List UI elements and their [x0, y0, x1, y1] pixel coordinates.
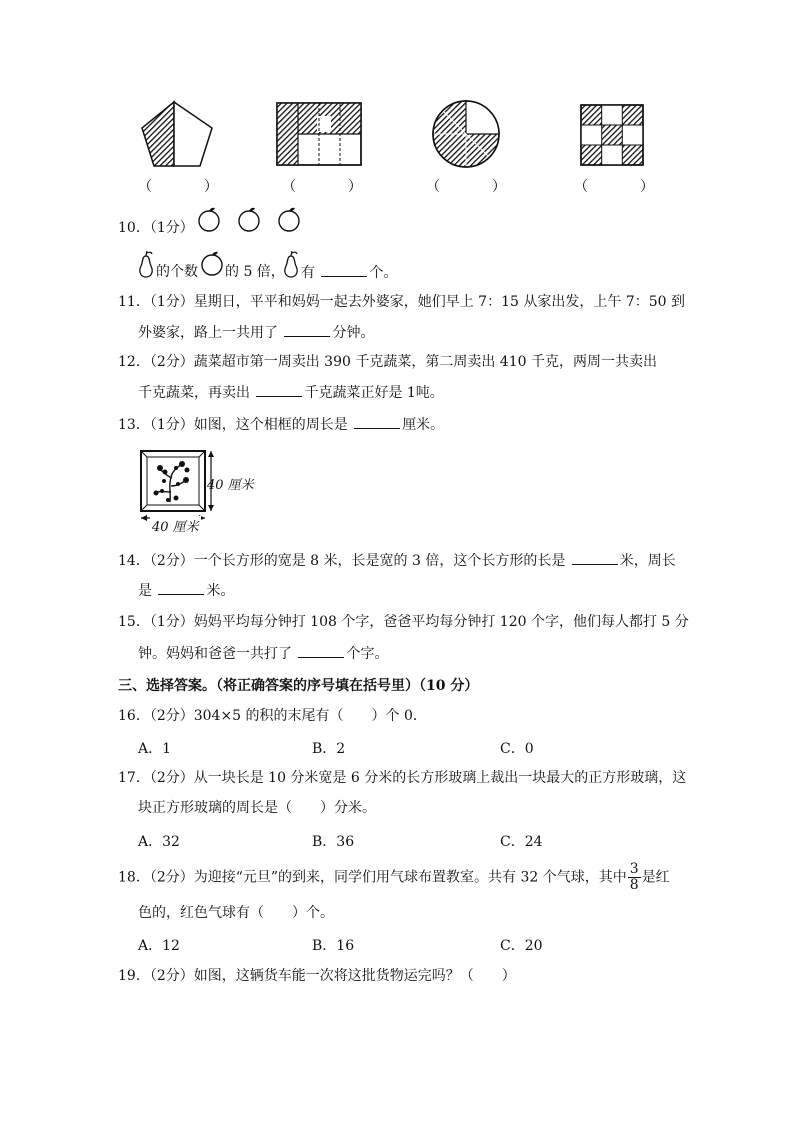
question-18-line-1: 18．（2分）为迎接“元旦”的到来，同学们用气球布置教室。共有 32 个气球，其中 $\frac{3}{8}$ 是红: [118, 861, 670, 893]
checker-square-figure: [580, 104, 644, 166]
question-15-line-2: 钟。妈妈和爸爸一共打了 个字。: [138, 643, 388, 664]
question-12-line-2: 千克蔬菜，再卖出 千克蔬菜正好是 1吨。: [138, 382, 444, 403]
apple-icon: [276, 206, 302, 232]
answer-blank-q13[interactable]: [354, 414, 400, 429]
rectangle-grid-figure: [276, 102, 362, 166]
pear-icon: [136, 250, 156, 278]
circle-sector-figure: [430, 98, 502, 170]
question-14-line-1: 14．（2分）一个长方形的宽是 8 米，长是宽的 3 倍，这个长方形的长是 米，周长: [118, 550, 676, 571]
question-11-line-2: 外婆家，路上一共用了 分钟。: [138, 322, 374, 343]
fraction: $\frac{3}{8}$: [629, 861, 639, 893]
question-12-line-1: 12．（2分）蔬菜超市第一周卖出 390 千克蔬菜，第二周卖出 410 千克，两周一共卖出: [118, 354, 657, 370]
question-10-tail: 有 个。: [301, 262, 397, 283]
question-17-line-2: 块正方形玻璃的周长是（ ）分米。: [138, 800, 376, 816]
question-19-stem: 19．（2分）如图，这辆货车能一次将这批货物运完吗？（ ）: [118, 968, 516, 984]
option-b[interactable]: B．2: [312, 741, 346, 757]
apple-icon: [236, 206, 262, 232]
apple-icon: [199, 250, 225, 276]
option-b[interactable]: B．36: [312, 834, 355, 850]
answer-blank-2[interactable]: （ ）: [282, 179, 362, 195]
question-10-number: 10．（1分）: [118, 220, 194, 236]
option-a[interactable]: A．1: [138, 741, 172, 757]
section-3-heading: 三、选择答案。（将正确答案的序号填在括号里）（10 分）: [118, 678, 479, 694]
pentagon-figure: [140, 100, 216, 170]
question-13-line-1: 13．（1分）如图，这个相框的周长是 厘米。: [118, 414, 444, 435]
frame-height-label: 40 厘米: [207, 478, 254, 493]
question-10-text: 的个数: [156, 264, 198, 280]
answer-blank-4[interactable]: （ ）: [574, 179, 654, 195]
option-a[interactable]: A．12: [138, 938, 180, 954]
option-c[interactable]: C．20: [500, 938, 543, 954]
frame-width-label: 40 厘米: [150, 516, 201, 535]
answer-blank-q14-perimeter[interactable]: [158, 580, 204, 595]
question-10-line-1: [118, 218, 194, 238]
question-18-line-2: 色的，红色气球有（ ）个。: [138, 905, 334, 921]
pear-icon: [281, 250, 301, 278]
answer-blank-1[interactable]: （ ）: [138, 179, 218, 195]
option-b[interactable]: B．16: [312, 938, 355, 954]
answer-blank-q14-length[interactable]: [572, 550, 618, 565]
question-11-line-1: 11．（1分）星期日，平平和妈妈一起去外婆家，她们早上 7：15 从家出发，上午 7：50 到: [118, 294, 685, 310]
question-16-stem: 16．（2分）304×5 的积的末尾有（ ）个 0．: [118, 708, 427, 724]
question-10-text: 的 5 倍，: [225, 264, 285, 280]
answer-blank-q11[interactable]: [284, 322, 330, 337]
answer-blank-q10[interactable]: [321, 262, 367, 277]
option-c[interactable]: C．0: [500, 741, 534, 757]
question-17-line-1: 17．（2分）从一块长是 10 分米宽是 6 分米的长方形玻璃上裁出一块最大的正方形玻璃，这: [118, 770, 687, 786]
apple-icon: [196, 206, 222, 232]
option-c[interactable]: C．24: [500, 834, 543, 850]
question-14-line-2: 是 米。: [138, 580, 234, 601]
answer-blank-q12[interactable]: [256, 382, 302, 397]
answer-blank-q15[interactable]: [298, 643, 344, 658]
question-15-line-1: 15．（1分）妈妈平均每分钟打 108 个字，爸爸平均每分钟打 120 个字，他们每人都打 5 分: [118, 614, 689, 630]
answer-blank-3[interactable]: （ ）: [426, 179, 506, 195]
photo-frame-figure: [138, 448, 218, 522]
option-a[interactable]: A．32: [138, 834, 180, 850]
